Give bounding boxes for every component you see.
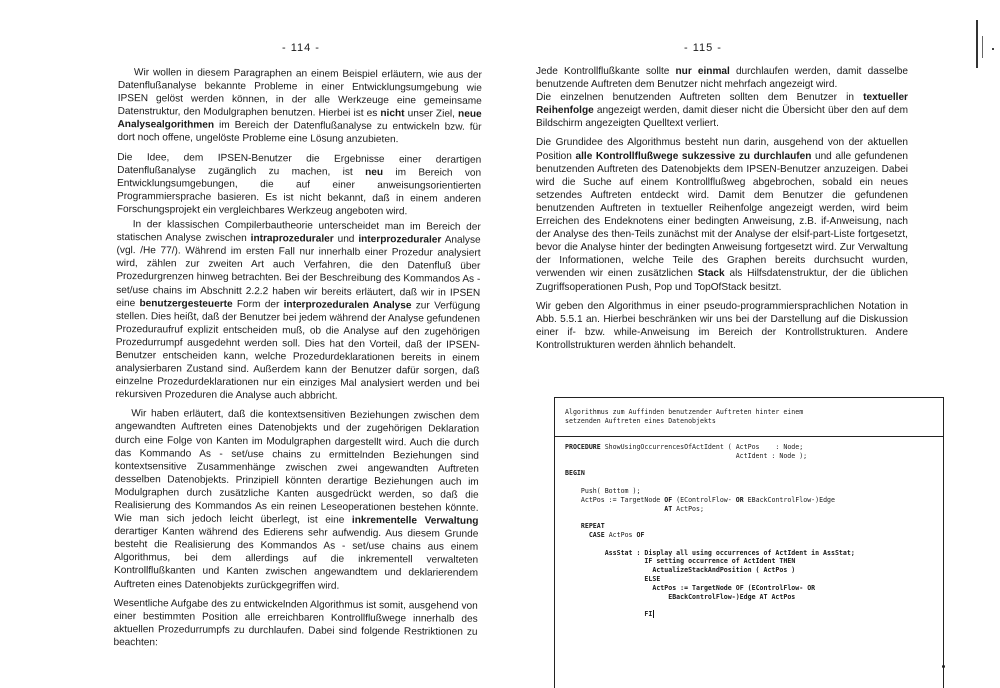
text-run: angezeigt werden, damit dieser nicht die Übersicht über den auf dem Bildschirm angezeigten Quelltext verliert. — [536, 105, 908, 130]
bold-run: neu — [365, 166, 384, 178]
keyword: AT — [664, 504, 673, 513]
code-line — [565, 593, 933, 602]
bold-run: Stack — [697, 268, 725, 280]
scan-speck — [942, 665, 945, 668]
bold-run: intraprozeduraler — [250, 233, 334, 245]
text-run: im Bereich von Entwicklungsumgebungen, die auf einer anweisungsorientierten Programmiersprache basieren. Es ist nicht bekannt, daß in einem anderen Forschungsprojekt ein vergleichbares Werkzeug angeboten wird. — [116, 166, 482, 218]
code-text — [565, 505, 664, 513]
code-text: AssStat : — [604, 548, 645, 557]
keyword: REPEAT — [580, 522, 605, 531]
bold-run: interprozeduralen Analyse — [283, 298, 412, 311]
code-line — [565, 584, 933, 593]
binding-edge-mark — [976, 20, 978, 68]
keyword: OR — [807, 583, 816, 592]
text-run: Analyse (vgl. /He 77/). Während im ersten Fall nur innerhalb einer Prozedur analysiert wird, zählen zur zweiten Art auch Verfahren, die den Datenfluß über Prozedurgrenzen hinweg betrachten. Bei der Beschreibung des Kommandos As - set/use chains im Abschnitt 2.2.2 haben wir bereits erläutert, daß wir in IPSEN eine — [116, 234, 481, 309]
page-number: - 115 - — [684, 42, 722, 54]
text-run: durchlaufen werden, damit dasselbe benutzende Auftreten dem Benutzer nicht mehrfach angezeigt wird. — [536, 66, 908, 91]
code-text: ActPos — [767, 592, 796, 601]
bold-run: interprozeduraler — [358, 234, 442, 246]
code-text: ActPos := TargetNode — [565, 495, 665, 504]
keyword: IF — [644, 557, 653, 566]
caption-line: Algorithmus zum Auffinden benutzender Auftreten hinter einem — [565, 408, 804, 416]
code-text: ActPos := TargetNode — [652, 583, 736, 592]
bold-run: nicht — [380, 108, 405, 120]
bold-run: benutzergesteuerte — [139, 297, 233, 310]
text-run: Wir wollen in diesem Paragraphen an einem Beispiel erläutern, wie aus der Datenflußanalyse bekannte Probleme in einer Entwicklungsumgebung wie IPSEN gelöst werden können, in der alle Werkzeuge eine gemeinsame Datenstruktur, den Modulgraphen benutzen. Hierbei ist es — [117, 67, 482, 120]
right-page — [500, 0, 1000, 678]
code-line: ActIdent : Node ); — [565, 451, 808, 460]
paragraph — [114, 407, 479, 593]
code-text: ActPos — [604, 530, 637, 539]
bold-run: neue Analysealgorithmen — [117, 108, 482, 132]
code-line — [565, 531, 933, 540]
text-run: als Hilfsdatenstruktur, der die üblichen Zugriffsoperationen Push, Pop und TopOfStack besitzt. — [536, 268, 908, 293]
code-line — [565, 469, 933, 478]
keyword: OF — [636, 530, 645, 539]
text-run: derartiger Kanten während des Edierens sehr aufwendig. Aus diesem Grunde besteht die Realisierung des Kommandos As - set/use chains aus einem Algorithmus, bei dem allerdings auf die inkrementell verwalteten Kontrollflußkanten und Kanten zwischen angewandtem und deklarierendem Auftreten eines Datenobjekts zurückgegriffen wird. — [113, 526, 479, 592]
paragraph — [113, 597, 477, 652]
text-cursor — [653, 610, 654, 618]
code-line — [565, 566, 933, 575]
code-line — [565, 443, 933, 452]
paragraph — [536, 65, 908, 91]
paragraph — [536, 91, 908, 130]
code-line — [565, 522, 933, 531]
code-text: EBackControlFlow-)Edge — [743, 495, 835, 504]
keyword: CASE — [588, 530, 605, 539]
code-line — [565, 505, 933, 514]
algorithm-figure — [554, 397, 944, 688]
right-page-body — [536, 65, 908, 358]
keyword: BEGIN — [565, 469, 585, 478]
code-text: setting occurrence of ActIdent — [652, 557, 780, 566]
code-text: ShowUsingOccurrencesOfActIdent ( ActPos : Node; — [600, 443, 804, 451]
code-text: EBackControlFlow-)Edge — [668, 592, 760, 601]
code-text: ActualizeStackAndPosition ( ActPos ) — [652, 566, 796, 575]
code-line — [565, 496, 933, 505]
text-run: Wir haben erläutert, daß die kontextsensitiven Beziehungen zwischen dem angewandten Auftreten eines Datenobjekts und der zugehörigen Deklaration durch eine Folge von Kanten im Modulgraphen dargestellt wird. Auch die durch das Kommando As - set/use chains zu ermittelnden Beziehungen sind kontextsensitive Zusammenhänge zwischen zwei angewandten Auftreten desselben Datenobjekts. Prinzipiell könnten derartige Beziehungen auch im Modulgraphen durch zusätzliche Kanten ausgedrückt werden, so daß die Realisierung des Kommandos As ein reinen Leseoperationen bestehen könnte. Wie man sich jedoch leicht überlegt, ist eine — [114, 408, 480, 526]
code-line — [565, 575, 933, 584]
keyword: PROCEDURE — [565, 443, 601, 451]
text-run: Die Idee, dem IPSEN-Benutzer die Ergebnisse einer derartigen Datenflußanalyse zugänglich zu machen, ist — [117, 151, 482, 178]
keyword: OF — [664, 495, 673, 504]
code-line: Push( Bottom ); — [565, 486, 641, 495]
code-line — [565, 557, 933, 566]
text-run: Wir geben den Algorithmus in einer pseudo-programmiersprachlichen Notation in Abb. 5.5.1 an. Hierbei beschränken wir uns bei der Darstellung auf die Diskussion einer if- bzw. while-Anweisung im Bereich der Kontrollstrukturen. Andere Kontrollstrukturen werden ähnlich behandelt. — [536, 300, 908, 351]
code-line — [565, 549, 933, 558]
bold-run: nur einmal — [675, 66, 730, 77]
text-run: Jede Kontrollflußkante sollte — [536, 66, 676, 77]
code-text: (EControlFlow- — [743, 583, 808, 592]
text-run: und alle gefundenen benutzenden Auftreten des Datenobjekts dem IPSEN-Benutzer anzuzeigen. Dabei wird die Suche auf einem Kontrollflußweg abgebrochen, sobald ein neues setzendes Auftreten entdeckt wird. Damit dem Benutzer die gefundenen benutzenden Auftreten in textueller Reihenfolge angezeigt werden, wird beim Erreichen des Endeknotens einer bedingten Anweisung, z.B. if-Anweisung, nach der Analyse des then-Teils zunächst mit der Analyse der elsif-part-Liste fortgesetzt, bevor die Analyse hinter der bedingten Anweisung fortgesetzt wird. Zur Verwaltung der Informationen, welche Teile des Graphen bereits durchsucht wurden, verwenden wir einen zusätzlichen — [536, 150, 908, 280]
text-run: unser Ziel, — [404, 108, 459, 120]
pseudocode — [555, 437, 943, 619]
keyword: AT — [759, 592, 768, 601]
left-page — [0, 0, 500, 678]
text-run: Die Grundidee des Algorithmus besteht nun darin, ausgehend von der aktuellen Position — [536, 137, 908, 162]
text-run: und — [333, 233, 359, 246]
binding-edge-mark — [982, 36, 983, 58]
bold-run: alle Kontrollflußwege sukzessive zu durchlaufen — [575, 150, 812, 162]
paragraph — [536, 300, 908, 352]
code-text: Display all using occurrences of ActIdent in AssStat; — [644, 548, 855, 557]
bold-run: textueller Reihenfolge — [536, 92, 908, 117]
text-run: zur Verfügung stellen. Dies heißt, daß der Benutzer bei jedem während der Analyse gefundenen Prozeduraufruf explizit entscheiden muß, ob die Analyse auf den zugehörigen Prozedurrumpf ausgedehnt werden soll. Dies hat den Vorteil, daß der IPSEN-Benutzer entscheiden kann, welche Prozedurdeklarationen bereits in einem analysierbaren Zustand sind. Außerdem kann der Benutzer dafür sorgen, daß einzelne Prozedurdeklarationen nur ein einziges Mal analysiert werden und bei rekursiven Prozeduren die Analyse auch abbricht. — [115, 299, 481, 402]
keyword: OR — [735, 495, 744, 504]
bold-run: inkrementelle Verwaltung — [351, 514, 479, 527]
keyword: FI — [644, 610, 653, 619]
code-line — [565, 610, 933, 619]
paragraph — [115, 218, 480, 404]
text-run: im Bereich der Datenflußanalyse zu entwickeln bzw. für dort noch offene, ungelöste Probleme eine Lösung anzubieten. — [117, 120, 482, 146]
keyword: THEN — [779, 557, 796, 566]
page-number: - 114 - — [282, 42, 320, 54]
paragraph — [536, 136, 908, 293]
code-text: ActPos; — [672, 504, 704, 513]
text-run: Form der — [232, 298, 284, 310]
paragraph — [117, 66, 482, 147]
keyword: ELSE — [644, 574, 661, 583]
left-page-body — [113, 66, 482, 654]
figure-caption — [555, 398, 943, 437]
text-run: Wesentliche Aufgabe des zu entwickelnden Algorithmus ist somit, ausgehend von einer bestimmten Position alle erreichbaren Kontrollflußwege innerhalb des aktuellen Prozedurrumpfs zu durchlaufen. Dabei sind folgende Restriktionen zu beachten: — [113, 597, 478, 649]
paragraph — [117, 151, 482, 219]
caption-line: setzenden Auftreten eines Datenobjekts — [565, 416, 716, 425]
code-text: (EControlFlow- — [672, 495, 736, 504]
scan-speck — [992, 48, 994, 50]
text-run: Die einzelnen benutzenden Auftreten sollten dem Benutzer in — [536, 92, 864, 104]
keyword: OF — [735, 583, 744, 592]
text-run: In der klassischen Compilerbautheorie unterscheidet man im Bereich der statischen Analyse zwischen — [116, 219, 481, 245]
